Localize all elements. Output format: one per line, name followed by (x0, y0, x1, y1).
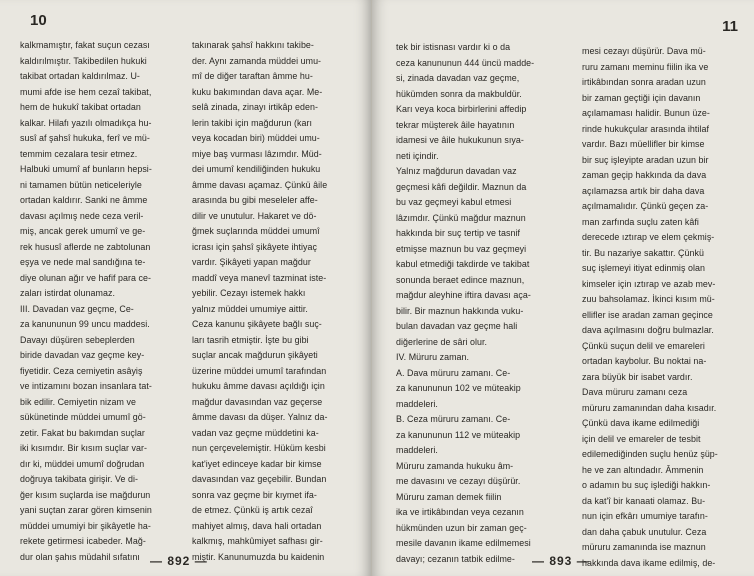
text-line: zuu bahsolamaz. İkinci kısım mü- (582, 294, 715, 304)
text-line: için delil ve emareler de tesbit (582, 433, 701, 444)
text-line: dır ki, müddei umumî doğrudan (20, 458, 145, 469)
text-line: bulan davadan vaz geçme hali (396, 321, 518, 331)
text-line: müruru zamanından daha kısadır. (582, 402, 717, 413)
text-line: dan daha çabuk unutulur. Ceza (582, 526, 707, 537)
text-line: mesi cezayı düşürür. Dava mü- (582, 46, 706, 56)
left-page-column-1 (20, 38, 176, 565)
text-line: hem de hukukî takibat ortadan (20, 102, 141, 112)
text-line: kat'iyet edinceye kadar bir kimse (192, 458, 322, 469)
text-line: za kanununun 102 ve müteakip (396, 383, 521, 393)
text-line: da kat'î bir kanaati olamaz. Bu- (582, 495, 706, 506)
text-line: ceza kanununun 444 üncü madde- (396, 57, 535, 68)
text-line: he ve zan altındadır. Âmmenin (582, 464, 704, 475)
text-line: mahiyet almış, dava hali ortadan (192, 520, 322, 531)
text-line: arasında bu gibi meseleler affe- (192, 195, 318, 205)
text-line: ğer kısım suçlarda ise mağdurun (20, 489, 151, 500)
text-line: za kanununun 99 uncu maddesi. (20, 319, 150, 329)
text-line: B. Ceza müruru zamanı. Ce- (396, 414, 511, 424)
text-line: dur olan şahıs müdahil sıfatını (20, 551, 140, 562)
text-line: kuku bakımından dava açar. Me- (192, 86, 323, 97)
text-line: sonra vaz geçme bir kıymet ifa- (192, 489, 317, 500)
text-line: etmişse maznun bu vaz geçmeyi (396, 243, 527, 254)
right-page-column-1 (396, 40, 556, 567)
text-line: idamesi ve âile hukukunun sıya- (396, 135, 524, 145)
text-line: takınarak şahsî hakkını takibe- (192, 40, 314, 50)
text-line: neti içindir. (396, 150, 439, 161)
text-line: ğmek suçlarında müddei umumî (192, 226, 320, 236)
text-line: suçlar ancak mağdurun şikâyeti (192, 350, 318, 360)
text-line: bilir. Bir maznun hakkında vuku- (396, 305, 524, 316)
text-line: takibat ortadan kaldırılmaz. U- (20, 71, 140, 81)
text-line: ortadan kaldırır. Sanki ne âmme (20, 195, 148, 205)
text-line: me davasını ve cezayı düşürür. (396, 476, 521, 486)
text-line: hükümden sonra da makbuldür. (396, 88, 522, 99)
right-page-column-2 (582, 44, 740, 571)
text-line: âmme davası da düşer. Yalnız da- (192, 412, 328, 422)
text-line: kalkmış, mahkûmiyet safhası gir- (192, 536, 323, 546)
text-line: hakkında dava ikame edilmiş, de- (582, 557, 716, 568)
text-line: davasından vaz geçebilir. Bundan (192, 474, 327, 484)
text-line: kaldırılmıştır. Takibedilen hukuki (20, 55, 147, 66)
text-line: si, zinada davadan vaz geçme, (396, 73, 520, 83)
text-line: icrası için şahsî şikâyete ihtiyaç (192, 241, 318, 252)
text-line: eşya ve nede mal sandığına te- (20, 257, 146, 267)
text-line: ni tamamen bütün neticeleriyle (20, 179, 142, 190)
text-line: vardır. Bazı müellifler bir kimse (582, 139, 705, 149)
text-line: Çünkü suçun delil ve emareleri (582, 340, 705, 351)
text-line: nun için efkârı umumiye tarafın- (582, 511, 708, 521)
text-line: açılamazsa artık bir daha dava (582, 185, 705, 196)
text-line: davayı; cezanın tatbik edilme- (396, 553, 515, 564)
text-line: iki kısımdır. Bir kısım suçlar var- (20, 443, 147, 453)
text-line: müruru zamanında ise maznun (582, 542, 706, 552)
text-line: III. Davadan vaz geçme, Ce- (20, 303, 134, 314)
text-line: miş, ancak gerek umumî ve ge- (20, 226, 146, 236)
text-line: maddeleri. (396, 445, 438, 455)
text-line: ortadan kaybolur. Bu noktai na- (582, 356, 707, 366)
text-line: açılamaması halidir. Bunun üze- (582, 108, 710, 118)
text-line: veya kocadan biri) müddei umu- (192, 133, 320, 143)
text-line: bir suç işleyipte aradan uzun bir (582, 154, 709, 165)
text-line: mağdur davasından vaz geçerse (192, 396, 323, 407)
text-line: maddî veya manevî tazminat iste- (192, 272, 327, 283)
text-line: ları tasrih etmiştir. İşte bu gibi (192, 334, 309, 345)
text-line: mî de diğer taraftan âmme hu- (192, 71, 313, 81)
text-line: kabul etmediği takdirde ve takibat (396, 259, 530, 269)
text-line: miye baş vurması lâzımdır. Müd- (192, 148, 322, 159)
left-page-column-2 (192, 38, 352, 565)
text-line: âmme davası açamaz. Çünkü âile (192, 179, 328, 190)
text-line: Halbuki umumî af bunların hepsi- (20, 164, 152, 174)
text-line: yani suçtan zarar gören kimsenin (20, 505, 152, 515)
text-line: Davayı düşüren sebeplerden (20, 334, 135, 345)
text-line: dava açılmasını doğru bulmazlar. (582, 325, 714, 335)
text-line: suç işlemeyi itiyat edinmiş olan (582, 263, 705, 273)
text-line: sonunda beraet edince maznun, (396, 274, 525, 285)
text-line: IV. Müruru zaman. (396, 352, 470, 362)
text-line: hukuku âmme davası açıldığı için (192, 381, 325, 391)
right-page (372, 0, 754, 576)
text-line: kalkmamıştır, fakat suçun cezası (20, 40, 150, 50)
text-line: irtikâbından sonra aradan uzun (582, 77, 706, 87)
text-line: müddei umumiyi bir şikâyetle ha- (20, 520, 151, 531)
text-line: Dava müruru zamanı ceza (582, 387, 688, 397)
text-line: Çünkü dava ikame edilmediği (582, 418, 700, 428)
text-line: hükmünden uzun bir zaman geç- (396, 522, 527, 533)
text-line: mumi afde ise hem cezaî takibat, (20, 86, 152, 97)
text-line: rekete getirmesi icabeder. Mağ- (20, 536, 146, 546)
text-line: o adamın bu suç işlediği hakkın- (582, 480, 711, 490)
text-line: ika ve irtikâbından veya cezanın (396, 507, 524, 517)
text-line: tek bir istisnası vardır ki o da (396, 42, 511, 52)
text-line: dei umumî kendiliğinden hukuku (192, 164, 321, 174)
text-line: yebilir. Cezayı istemek hakkı (192, 288, 306, 298)
text-line: davası açılmış nede ceza veril- (20, 210, 144, 221)
text-line: susî af şahsî hukuka, ferî ve mü- (20, 133, 150, 143)
text-line: miştir. Kanunumuzda bu kaidenin (192, 551, 325, 562)
text-line: selâ zinada, zinayı irtikâp eden- (192, 102, 318, 112)
text-line: Karı veya koca birbirlerini affedip (396, 104, 527, 114)
left-page-folio: — 892 — (150, 554, 208, 568)
text-line: ve intizamını bozan insanlara tat- (20, 381, 152, 391)
text-line: Ceza kanunu şikâyete bağlı suç- (192, 319, 322, 329)
text-line: lâzımdır. Çünkü mağdur maznun (396, 212, 526, 223)
text-line: edilemediğinden suçlu henüz şüp- (582, 449, 718, 459)
text-line: kimseler için ıztırap ve azab mev- (582, 278, 716, 289)
text-line: temmim cezalara tesir etmez. (20, 148, 138, 159)
text-line: hakkında bir suç tertip ve tasnif (396, 228, 520, 238)
text-line: dilir ve unutulur. Hakaret ve dö- (192, 210, 317, 221)
right-page-corner-number: 11 (722, 18, 738, 35)
text-line: ellifler ise aradan zaman geçince (582, 309, 713, 320)
text-line: rek hususî aflerde ne zabtolunan (20, 241, 151, 252)
text-line: derecede ıztırap ve elem çekmiş- (582, 232, 715, 242)
text-line: lerin takibi için mağdurun (karı (192, 117, 312, 128)
text-line: biride davadan vaz geçme key- (20, 350, 145, 360)
text-line: kalkar. Hilafı yazılı olmadıkça hu- (20, 117, 152, 128)
text-line: fiyetidir. Ceza cemiyetin asâyiş (20, 365, 143, 376)
text-line: man zarfında suçlu zaten kâfi (582, 216, 699, 227)
text-line: tekrar müşterek âile hayatının (396, 119, 515, 130)
text-line: zaman geçip hakkında da dava (582, 170, 707, 180)
text-line: vadan vaz geçme müddetini ka- (192, 427, 319, 438)
text-line: bir zaman geçtiği için davanın (582, 92, 701, 103)
text-line: zaları istirdat olunamaz. (20, 288, 115, 298)
text-line: zara büyük bir isabet vardır. (582, 371, 693, 382)
text-line: diğerlerine de sâri olur. (396, 336, 488, 347)
left-page (0, 0, 372, 576)
text-line: Müruru zaman demek fiilin (396, 491, 502, 502)
text-line: açılmamalıdır. Çünkü geçen za- (582, 201, 709, 211)
text-line: vardır. Şikâyeti yapan mağdur (192, 257, 311, 267)
text-line: rinde hukukçular arasında ihtilaf (582, 123, 709, 134)
text-line: diye olunan ağır ve hafif para ce- (20, 272, 151, 283)
text-line: Yalnız mağdurun davadan vaz (396, 166, 517, 176)
text-line: bik edilir. Cemiyetin nizam ve (20, 396, 136, 407)
text-line: Müruru zamanda hukuku âm- (396, 460, 514, 471)
text-line: A. Dava müruru zamanı. Ce- (396, 367, 511, 378)
text-line: za kanununun 112 ve müteakip (396, 429, 521, 440)
text-line: mesile davanın ikame edilmemesi (396, 538, 531, 548)
text-line: geçmesi kâfi değildir. Maznun da (396, 181, 527, 192)
text-line: doğruya takibata girişir. Ve di- (20, 474, 139, 484)
text-line: der. Aynı zamanda müddei umu- (192, 55, 322, 66)
right-page-folio: — 893 — (532, 554, 590, 568)
text-line: yalnız müddei umumiye aittir. (192, 303, 308, 314)
text-line: ruru zamanı meminu fiilin ika ve (582, 61, 709, 72)
text-line: zetir. Fakat bu bakımdan suçlar (20, 427, 145, 438)
text-line: tir. Bu nazariye sakattır. Çünkü (582, 247, 704, 258)
text-line: maddeleri. (396, 398, 438, 409)
text-line: de etmez. Çünkü iş artık cezaî (192, 505, 313, 515)
text-line: üzerine müddei umumî tarafından (192, 365, 327, 376)
text-line: sükünetinde müddei umumî gö- (20, 412, 146, 422)
left-page-corner-number: 10 (30, 12, 47, 29)
text-line: bu vaz geçmeyi kabul etmesi (396, 197, 512, 207)
text-line: nun çerçevelemiştir. Hüküm kesbi (192, 443, 326, 453)
text-line: mağdur aleyhine iftira davası aça- (396, 290, 531, 300)
